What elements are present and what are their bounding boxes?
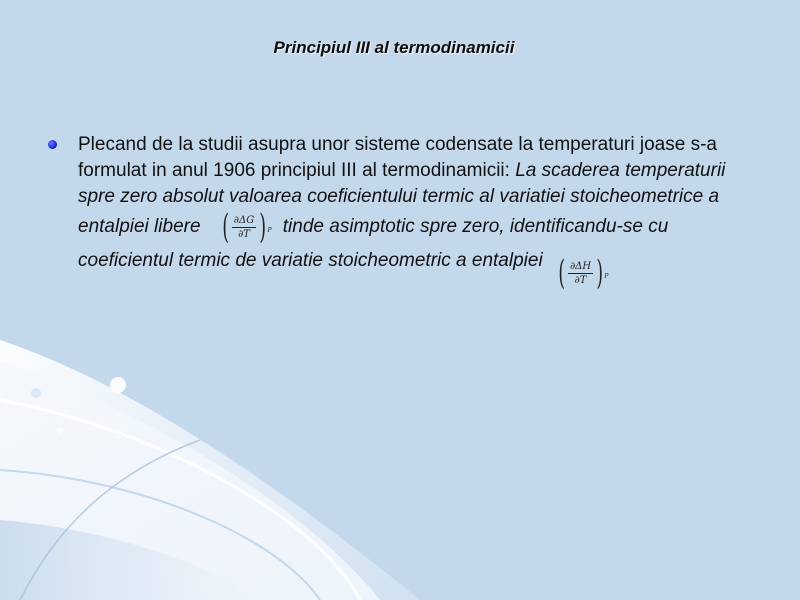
intro-text: Plecand de la studii asupra unor sisteme codensate la temperaturi joase s-a formulat in anul 1906 principiul III al termodinamicii: [78,134,717,181]
formula-dG-dT: ( $\frac{\partial\Delta G}{\partial T}$ )P [221,207,272,247]
bullet-icon [47,138,67,158]
formula-dH-dT: ( $\frac{\partial\Delta H}{\partial T}$ )P [557,253,609,293]
italic-text-1: La scaderea temperaturii spre zero absolut valoarea coeficientului termic al variatiei stoicheometrice a entalpiei libere [78,160,726,238]
slide-title: Principiul III al termodinamicii [273,38,515,57]
bullet-text [78,132,748,293]
italic-text-2: tinde asimptotic spre zero, identificandu-se cu coeficientul termic de variatie stoicheometric a entalpiei [78,216,669,272]
